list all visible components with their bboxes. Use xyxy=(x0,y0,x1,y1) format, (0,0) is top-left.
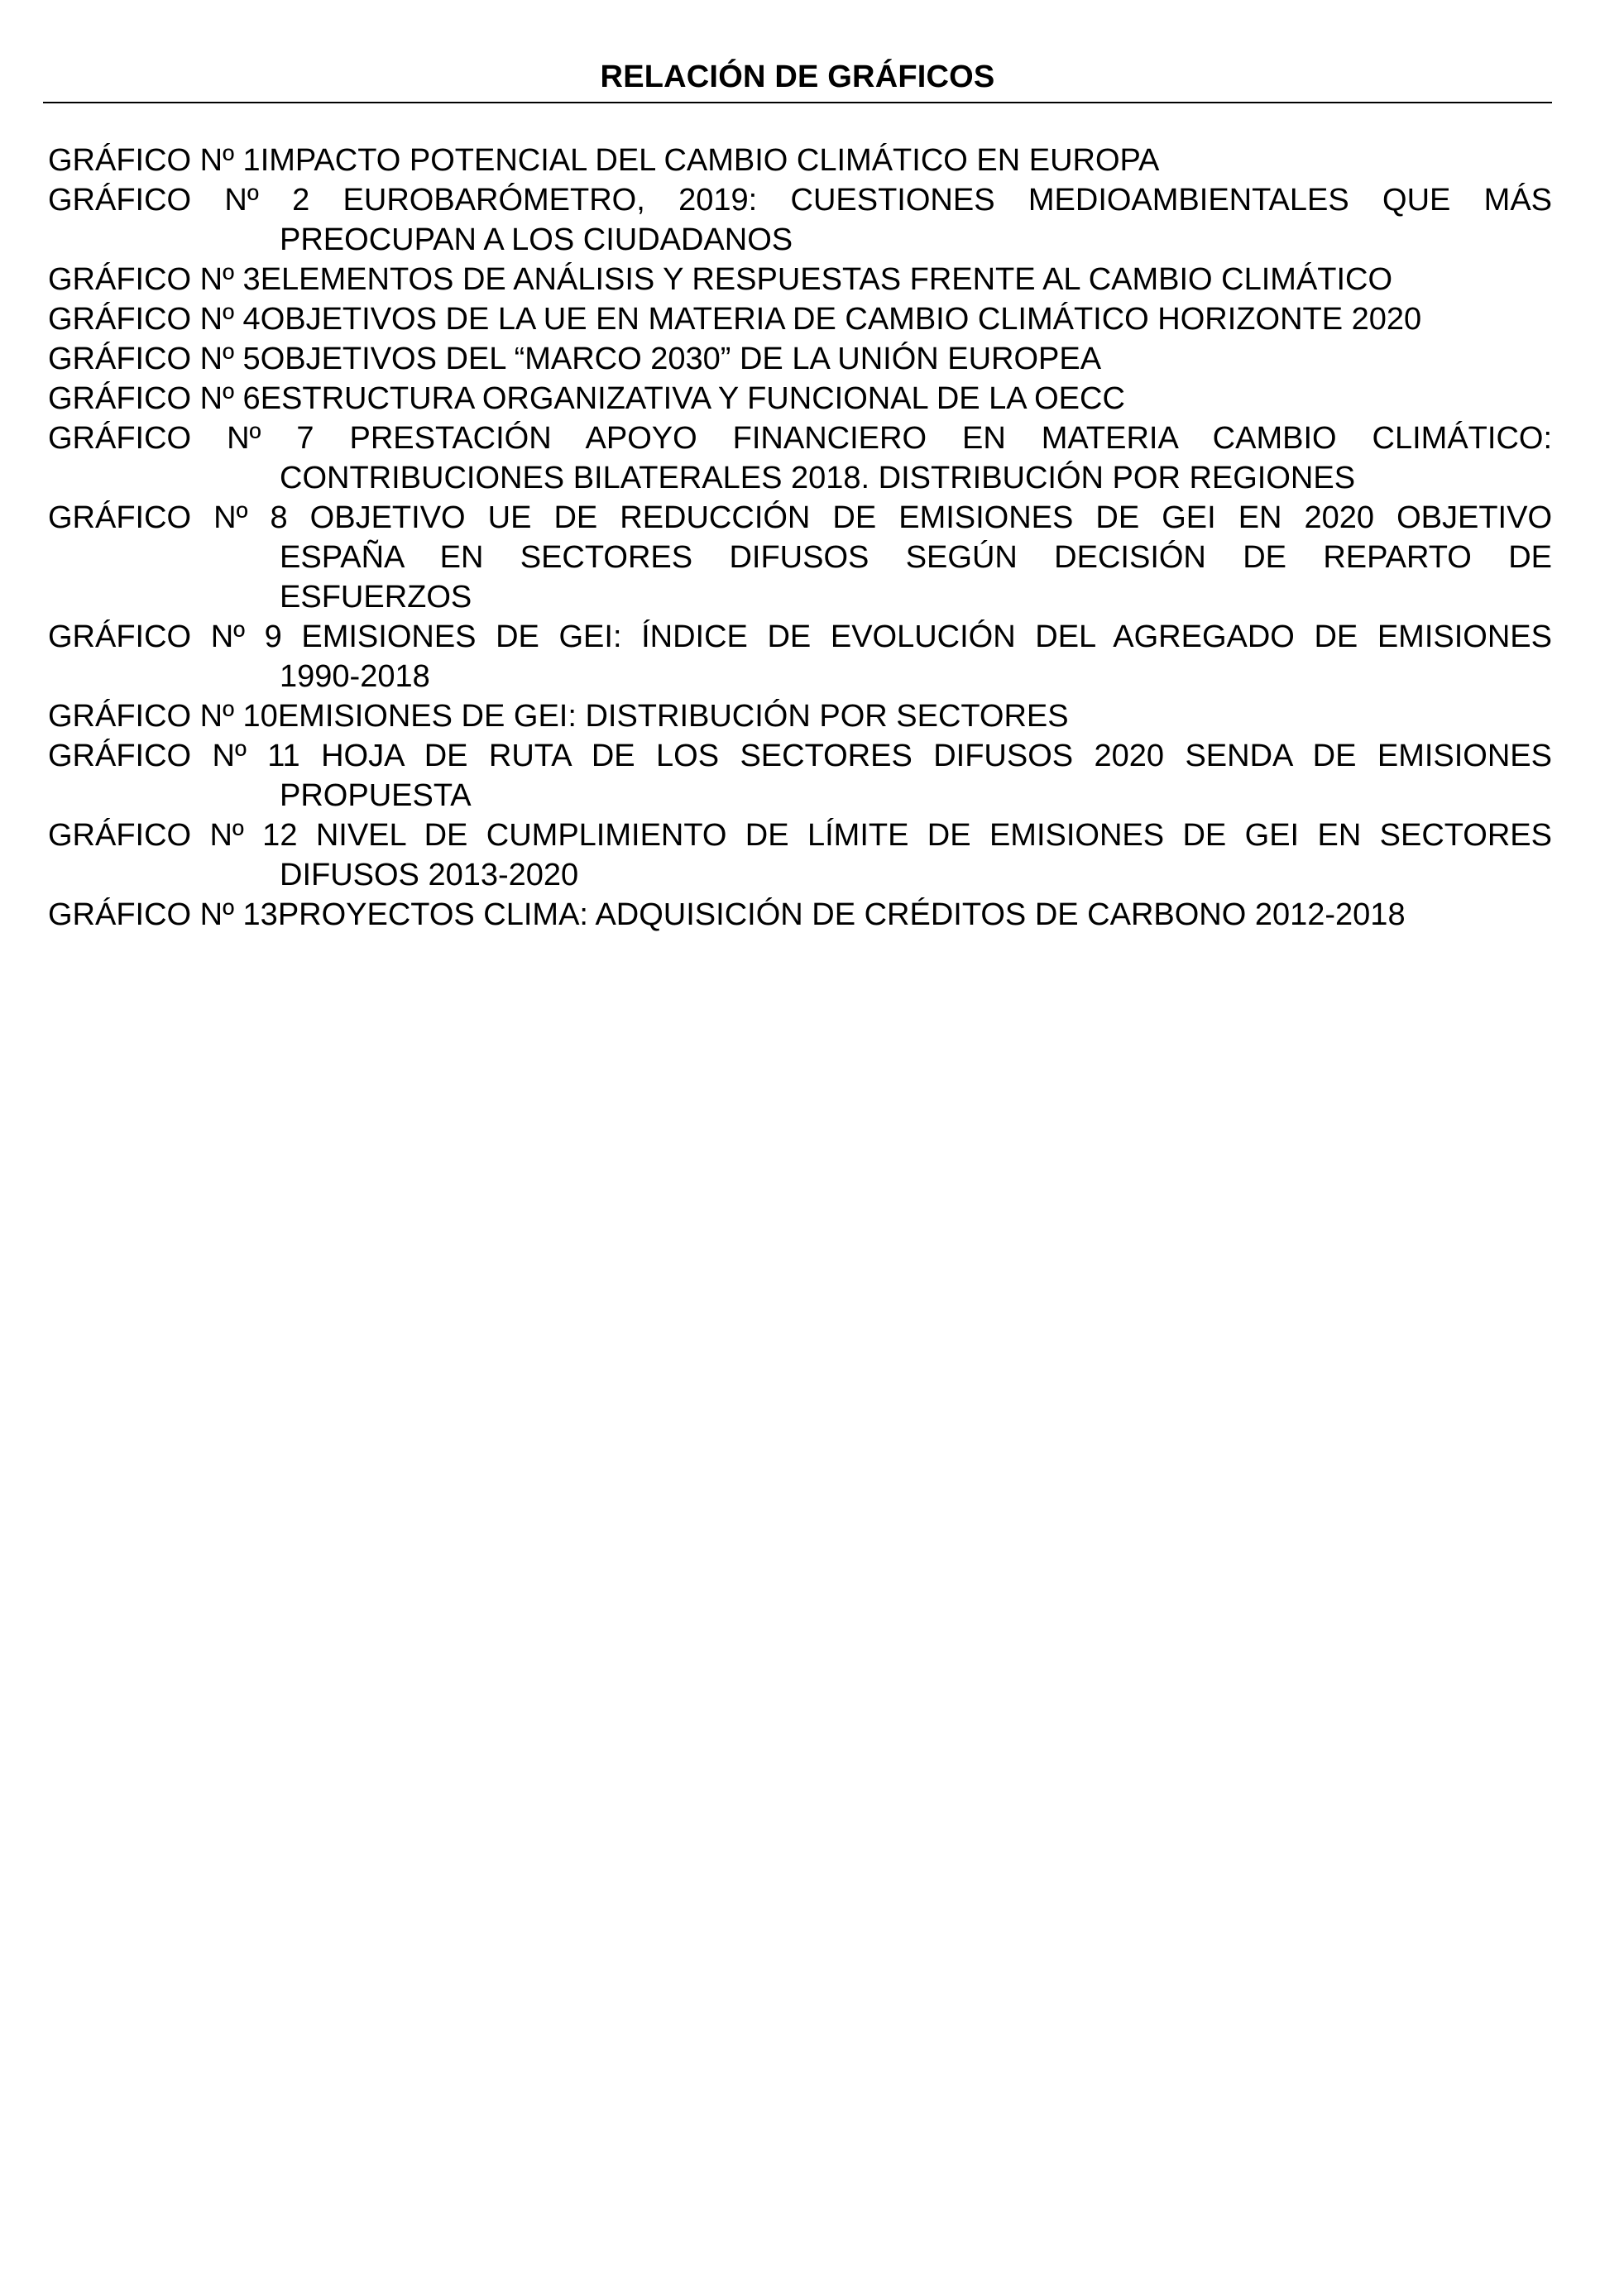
figure-number: GRÁFICO Nº 8 xyxy=(48,500,288,535)
figure-list-item xyxy=(48,736,1552,816)
figure-list-item xyxy=(48,816,1552,895)
figure-title-continuation: CONTRIBUCIONES BILATERALES 2018. DISTRIBUCIÓN POR REGIONES xyxy=(280,461,1356,495)
figure-title-text: PRESTACIÓN APOYO FINANCIERO EN MATERIA CAMBIO CLIMÁTICO: xyxy=(349,421,1552,456)
figure-list-item xyxy=(48,339,1552,379)
figure-title-text: HOJA DE RUTA DE LOS SECTORES DIFUSOS 2020 SENDA DE EMISIONES xyxy=(321,739,1553,773)
figure-list-item xyxy=(48,141,1552,180)
figure-number: GRÁFICO Nº 12 xyxy=(48,818,298,853)
figure-number: GRÁFICO Nº 7 xyxy=(48,421,314,456)
figure-list-item xyxy=(48,895,1552,935)
figure-title-continuation: ESPAÑA EN SECTORES DIFUSOS SEGÚN DECISIÓN DE REPARTO DE xyxy=(280,540,1552,575)
figure-title: OBJETIVOS DEL “MARCO 2030” DE LA UNIÓN EUROPEA xyxy=(260,342,1102,376)
figure-number: GRÁFICO Nº 13 xyxy=(48,897,278,932)
figure-title-first-line xyxy=(48,736,1552,776)
figure-title-text: EMISIONES DE GEI: ÍNDICE DE EVOLUCIÓN DEL AGREGADO DE EMISIONES xyxy=(301,619,1552,654)
figure-list-item xyxy=(48,696,1552,736)
figure-title-continuation: DIFUSOS 2013-2020 xyxy=(280,858,579,892)
title-divider xyxy=(43,102,1552,103)
figure-title-text: OBJETIVO UE DE REDUCCIÓN DE EMISIONES DE GEI EN 2020 OBJETIVO xyxy=(309,500,1553,535)
figure-title-continuation: PREOCUPAN A LOS CIUDADANOS xyxy=(280,222,793,257)
figure-title-text: NIVEL DE CUMPLIMIENTO DE LÍMITE DE EMISIONES DE GEI EN SECTORES xyxy=(315,818,1552,853)
page-title: RELACIÓN DE GRÁFICOS xyxy=(600,60,995,94)
figure-number: GRÁFICO Nº 11 xyxy=(48,739,300,773)
figure-list-item xyxy=(48,379,1552,419)
figure-title: IMPACTO POTENCIAL DEL CAMBIO CLIMÁTICO EN EUROPA xyxy=(260,143,1160,178)
figure-list-item xyxy=(48,617,1552,696)
figure-title-continuation: ESFUERZOS xyxy=(280,580,472,615)
figure-title-first-line xyxy=(48,180,1552,220)
figure-number: GRÁFICO Nº 5 xyxy=(48,342,261,376)
figure-list-item xyxy=(48,180,1552,260)
figure-list xyxy=(48,141,1552,935)
figure-title-first-line xyxy=(48,419,1552,458)
figure-title-continuation: PROPUESTA xyxy=(280,778,472,813)
figure-list-item xyxy=(48,260,1552,299)
figure-title: ESTRUCTURA ORGANIZATIVA Y FUNCIONAL DE LA OECC xyxy=(260,381,1125,416)
figure-number: GRÁFICO Nº 3 xyxy=(48,262,261,297)
figure-list-item xyxy=(48,498,1552,617)
figure-title: PROYECTOS CLIMA: ADQUISICIÓN DE CRÉDITOS DE CARBONO 2012-2018 xyxy=(277,897,1406,932)
figure-number: GRÁFICO Nº 4 xyxy=(48,302,261,337)
figure-number: GRÁFICO Nº 1 xyxy=(48,143,261,178)
figure-title: EMISIONES DE GEI: DISTRIBUCIÓN POR SECTORES xyxy=(277,699,1069,734)
figure-title: ELEMENTOS DE ANÁLISIS Y RESPUESTAS FRENTE AL CAMBIO CLIMÁTICO xyxy=(260,262,1393,297)
figure-list-item xyxy=(48,299,1552,339)
figure-number: GRÁFICO Nº 10 xyxy=(48,699,278,734)
figure-list-item xyxy=(48,419,1552,498)
figure-title-continuation: 1990-2018 xyxy=(280,659,430,694)
figure-title-first-line xyxy=(48,498,1552,538)
figure-number: GRÁFICO Nº 2 xyxy=(48,183,310,218)
figure-title: OBJETIVOS DE LA UE EN MATERIA DE CAMBIO CLIMÁTICO HORIZONTE 2020 xyxy=(260,302,1422,337)
figure-title-first-line xyxy=(48,617,1552,657)
figure-title-text: EUROBARÓMETRO, 2019: CUESTIONES MEDIOAMBIENTALES QUE MÁS xyxy=(343,183,1553,218)
figure-title-first-line xyxy=(48,816,1552,855)
figure-number: GRÁFICO Nº 9 xyxy=(48,619,282,654)
figure-number: GRÁFICO Nº 6 xyxy=(48,381,261,416)
